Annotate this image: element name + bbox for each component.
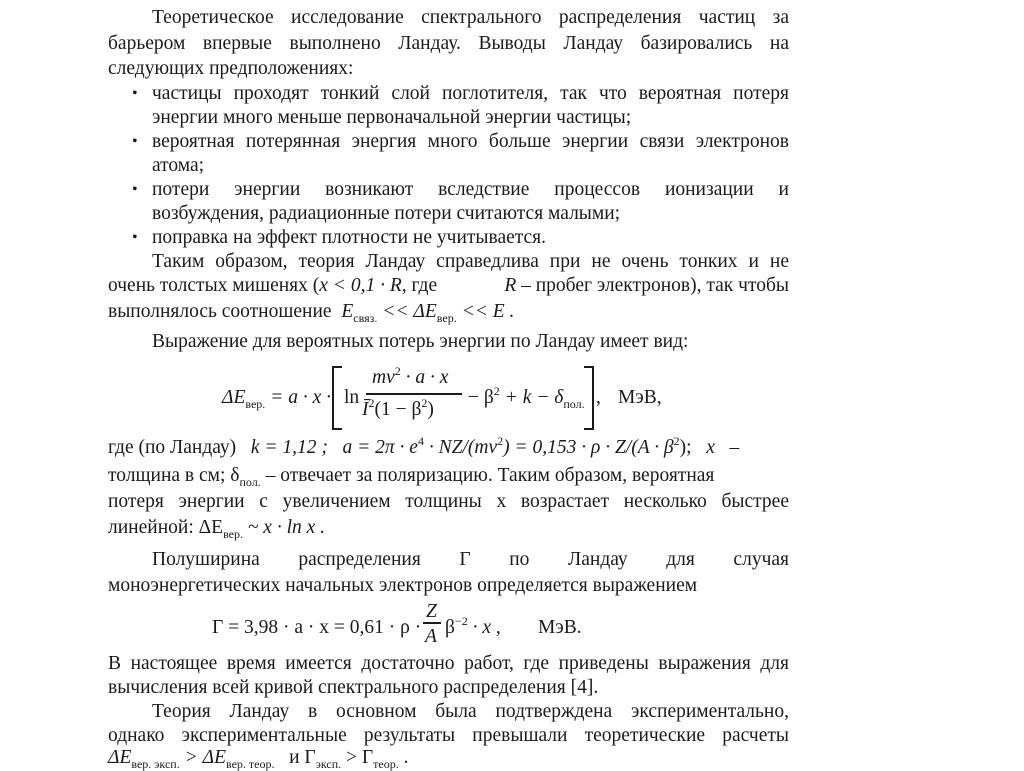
p7-math: > Г — [346, 747, 374, 768]
p4-line-1 — [108, 436, 789, 461]
bullet-1-line-1: частицы проходят тонкий слой поглотителя, так что вероятная потеря — [152, 83, 789, 104]
p2-line-2 — [108, 274, 789, 298]
p4-x: x — [706, 437, 715, 458]
f1-tail-rest: + k − δ — [504, 387, 564, 408]
f1-left-bracket — [332, 366, 342, 430]
bullet-marker: • — [132, 229, 138, 246]
f2-unit: МэВ. — [538, 617, 582, 638]
p2-text: , где — [401, 275, 438, 296]
f2-rest: · x , — [472, 617, 501, 638]
bullet-3-line-1: потери энергии возникают вследствие процессов ионизации и — [152, 179, 789, 200]
p7-math: ΔE — [108, 747, 132, 768]
bullet-2-line-2: атома; — [152, 155, 205, 176]
p4-a: a = 2π · e — [342, 437, 418, 458]
p7-math: > ΔE — [184, 747, 226, 768]
bullet-2-line-1: вероятная потерянная энергия много больше энергии связи электронов — [152, 131, 789, 152]
p2-line-1: Таким образом, теория Ландау справедлива при не очень тонких и не — [152, 251, 789, 272]
bullet-4-line-1: поправка на эффект плотности не учитывается. — [152, 227, 547, 248]
f1-numerator — [372, 366, 448, 391]
f1-lhs: ΔE — [222, 387, 246, 408]
bullet-3-line-2: возбуждения, радиационные потери считаются малыми; — [152, 203, 621, 224]
p4-sup: 2 — [497, 434, 504, 448]
p4-dash: – — [729, 437, 740, 458]
formula-2-lhs: Г = 3,98 · a · x = 0,61 · ρ · — [212, 617, 422, 638]
f2-num: Z — [426, 601, 437, 622]
p7-sub: теор. — [373, 757, 399, 771]
p5-line-1: Полуширина распределения Г по Ландау для случая — [152, 549, 789, 570]
f1-num-rest: · a · x — [405, 367, 449, 388]
p2-math-end: << E . — [461, 301, 515, 322]
intro-line-2: барьером впервые выполнено Ландау. Выводы Ландау базировались на — [108, 33, 789, 54]
formula-1-lhs — [222, 386, 331, 411]
f2-beta-sup: −2 — [454, 614, 468, 628]
p4-text: где (по Ландау) — [108, 437, 237, 458]
p7-line-2: однако экспериментальные результаты превышали теоретические расчеты — [108, 725, 789, 746]
p4-end: ) = 0,153 · ρ · Z/(A · β — [503, 437, 674, 458]
p4-sup: 4 — [417, 434, 424, 448]
p4-close: ); — [679, 437, 692, 458]
p4-line-4 — [108, 516, 789, 541]
p2-math-sub: вер. — [436, 311, 457, 325]
p2-text: выполнялось соотношение — [108, 301, 332, 322]
f2-beta — [445, 616, 501, 641]
p7-math: . — [403, 747, 409, 768]
p4-sub: вер. — [223, 527, 243, 541]
p4-sup: 2 — [673, 434, 680, 448]
p2-line-3 — [108, 300, 789, 325]
f1-num: mv — [372, 367, 395, 388]
bullet-marker: • — [132, 133, 138, 150]
p4-k: k = 1,12 ; — [250, 437, 328, 458]
p2-math-sub: связ. — [353, 311, 378, 325]
f1-tail — [468, 386, 585, 411]
f1-mid: = a · x · — [270, 387, 331, 408]
f1-den-sup2: 2 — [421, 396, 428, 410]
p4-text: линейной: ΔE — [108, 517, 224, 538]
bullet-marker: • — [132, 181, 138, 198]
p6-line-1: В настоящее время имеется достаточно работ, где приведены выражения для — [108, 653, 789, 674]
f1-den: Ī — [362, 399, 369, 420]
f1-right-bracket — [584, 366, 594, 430]
p4-mid: · NZ/(mv — [428, 437, 498, 458]
f2-den: A — [425, 626, 437, 647]
f1-den-sup: 2 — [368, 396, 375, 410]
p2-text: очень толстых мишенях ( — [108, 275, 320, 296]
f1-comma: , — [596, 387, 601, 408]
p7-line-1: Теория Ландау в основном была подтверждена экспериментально, — [152, 701, 789, 722]
p7-line-3 — [108, 746, 789, 771]
p4-text: толщина в см; δ — [108, 465, 240, 486]
p4-line-2 — [108, 464, 789, 489]
f1-denominator — [362, 398, 434, 423]
p4-math: ~ x · ln x . — [247, 517, 326, 538]
f2-beta-sym: β — [445, 617, 455, 638]
f1-tail-text: − β — [468, 387, 494, 408]
f1-tail-sub: пол. — [563, 397, 585, 411]
p3-line: Выражение для вероятных потерь энергии по Ландау имеет вид: — [152, 331, 689, 352]
p4-line-3: потеря энергии с увеличением толщины x возрастает несколько быстрее — [108, 491, 789, 512]
bullet-marker: • — [132, 85, 138, 102]
f2-fraction-line — [423, 622, 441, 624]
intro-line-3: следующих предположениях: — [108, 58, 354, 79]
p2-math-rel: << ΔE — [382, 301, 437, 322]
f1-num-sup: 2 — [394, 364, 401, 378]
p2-math-E: E — [341, 301, 354, 322]
p4-text: – отвечает за поляризацию. Таким образом, вероятная — [265, 465, 715, 486]
f1-ln: ln — [344, 387, 360, 408]
f1-lhs-sub: вер. — [245, 397, 266, 411]
f1-den-close: ) — [427, 399, 434, 420]
p2-math-R: R — [504, 275, 517, 296]
f1-unit: МэВ, — [618, 387, 662, 408]
intro-line-1: Теоретическое исследование спектрального распределения частиц за — [152, 7, 789, 28]
f1-fraction-line — [366, 393, 462, 395]
p7-sub: эксп. — [315, 757, 342, 771]
p7-sub: вер. эксп. — [131, 757, 180, 771]
f1-tail-sup: 2 — [493, 384, 500, 398]
p5-line-2: моноэнергетических начальных электронов определяется выражением — [108, 575, 698, 596]
bullet-1-line-2: энергии много меньше первоначальной энергии частицы; — [152, 107, 632, 128]
p2-math-condition: x < 0,1 · R — [319, 275, 402, 296]
p6-line-2: вычисления всей кривой спектрального распределения [4]. — [108, 677, 599, 698]
p7-sub: вер. теор. — [225, 757, 275, 771]
p2-text: – пробег электронов), так чтобы — [521, 275, 789, 296]
p7-math: и Г — [289, 747, 316, 768]
f1-den-rest: (1 − β — [374, 399, 422, 420]
p4-sub: пол. — [239, 475, 261, 489]
